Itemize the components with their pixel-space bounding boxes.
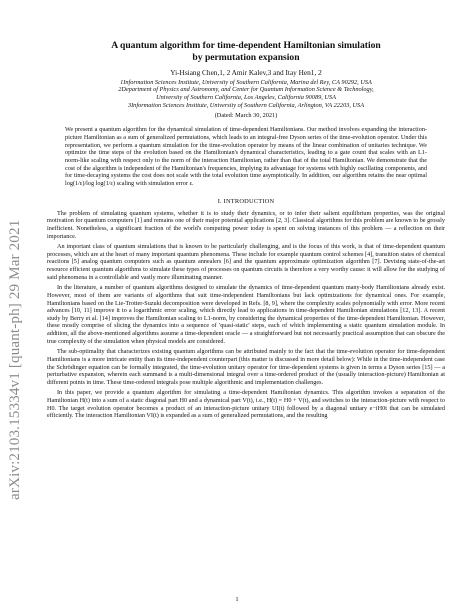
paragraph-5: In this paper, we provide a quantum algorithm for simulating a time-dependent Hamiltonian dynamics. This algorithm invokes a separation of the Hamiltonian H(t) into a sum of a static diagonal part H0 and a dynamical part V(t), i.e., H(t) = H0 + V(t), and switches to the interaction-picture with respect to H0. The target evolution operator becomes a product of an interaction-picture unitary UI(t) followed by a diagonal unitary e−iH0t that can be simulated efficiently. The interaction Hamiltonian VI(t) is expanded as a sum of generalized permutations, and the resulting xyxy=(47,389,445,420)
paragraph-3: In the literature, a number of quantum algorithms designed to simulate the dynamics of time-dependent quantum many-body Hamiltonians already exist. However, most of them are variants of algorithms that suit time-independent Hamiltonians but lack optimizations for dynamical ones. For example, Hamiltonians based on the Lie-Trotter-Suzuki decomposition were developed in Refs. [8, 9], where the complexity scales polynomially with error. More recent advances [10, 11] improve it to a logarithmic error scaling, which directly lead to applications in time-dependent Hamiltonian simulations [12, 13]. A recent study by Berry et al. [14] improves the Hamiltonian scaling to L1-norm, by considering the dynamical properties of the time-dependent Hamiltonian. However, these mostly comprise of slicing the dynamics into a sequence of 'quasi-static' steps, each of which implementing a static quantum simulation module. In addition, all the above-mentioned algorithms assume a time-dependent oracle — a straightforward but not necessarily practical assumption that can obscure the true complexity of the simulation when physical models are considered. xyxy=(47,284,445,345)
abstract: We present a quantum algorithm for the dynamical simulation of time-dependent Hamiltonians. Our method involves expanding the interaction-picture Hamiltonian as a sum of generalized permutations, which leads to an integral-free Dyson series of the time-evolution operator. Under this representation, we perform a quantum simulation for the time-evolution operator by means of the linear combination of unitaries technique. We optimize the time steps of the evolution based on the Hamiltonian's dynamical characteristics, leading to a gate count that scales with an L1-norm-like scaling with respect only to the norm of the interaction Hamiltonian, rather than that of the total Hamiltonian. We demonstrate that the cost of the algorithm is independent of the Hamiltonian's frequencies, implying its advantage for systems with highly oscillating components, and for time-decaying systems the cost does not scale with the total evolution time asymptotically. In addition, our algorithm retains the near optimal log(1/ε)/log log(1/ε) scaling with simulation error ε. xyxy=(65,126,427,187)
paragraph-2: An important class of quantum simulations that is known to be particularly challenging, and is the focus of this work, is that of time-dependent quantum processes, which are at the heart of many important quantum phenomena. These include for example quantum control schemes [4], transition states of chemical reactions [5] analog quantum computers such as quantum annealers [6] and the quantum approximate optimization algorithm [7]. Devising state-of-the-art resource efficient quantum algorithms to simulate these types of processes on quantum circuits is therefore a very worthy cause: it will allow for the studying of said phenomena in a controllable and vastly more illuminating manner. xyxy=(47,243,445,281)
affiliation-2: 2Department of Physics and Astronomy, and Center for Quantum Information Science & Technology, xyxy=(118,86,374,94)
page-number: 1 xyxy=(235,596,239,603)
affiliation-2-cont: University of Southern California, Los Angeles, California 90089, USA xyxy=(156,94,336,101)
arxiv-identifier-strip xyxy=(2,170,32,500)
affiliation-1: 1Information Sciences Institute, University of Southern California, Marina del Rey, CA 90292, USA xyxy=(120,78,372,86)
affiliation-list xyxy=(47,79,445,110)
paragraph-4: The sub-optimality that characterizes existing quantum algorithms can be attributed mainly to the fact that the time-evolution operator for time-dependent Hamiltonians is a more intricate entity than its time-independent counterpart (this matter is discussed in more detail below): While in the time-independent case the Schrödinger equation can be formally integrated, the time-evolution unitary operator for time-dependent systems is given in terms a Dyson series [15] — a perturbative expansion, wherein each summand is a multi-dimensional integral over a time-ordered product of the (usually interaction-picture) Hamiltonian at different points in time. These time-ordered integrals pose multiple algorithmic and implementation challenges. xyxy=(47,348,445,386)
date-line: (Dated: March 30, 2021) xyxy=(214,112,278,120)
paper-page xyxy=(47,40,445,423)
body-text xyxy=(47,210,445,420)
paragraph-1: The problem of simulating quantum systems, whether it is to study their dynamics, or to infer their salient equilibrium properties, was the original motivation for quantum computers [1] and remains one of their major potential applications [2, 3]. Classical algorithms for this problem are known to be grossly inefficient. Nonetheless, a significant fraction of the world's computing power today is spent on solving instances of this problem — a reflection on their importance. xyxy=(47,209,445,240)
section-heading: I. INTRODUCTION xyxy=(217,197,275,205)
arxiv-identifier: arXiv:2103.15334v1 [quant-ph] 29 Mar 2021 xyxy=(6,219,23,500)
paper-title xyxy=(47,40,445,64)
author-list: Yi-Hsiang Chen,1, 2 Amir Kalev,3 and Itay Hen1, 2 xyxy=(170,67,322,77)
title-line-2: by permutation expansion xyxy=(192,51,300,63)
title-line-1: A quantum algorithm for time-dependent Hamiltonian simulation xyxy=(111,40,381,51)
affiliation-3: 3Information Sciences Institute, University of Southern California, Arlington, VA 22203, USA xyxy=(127,101,365,109)
